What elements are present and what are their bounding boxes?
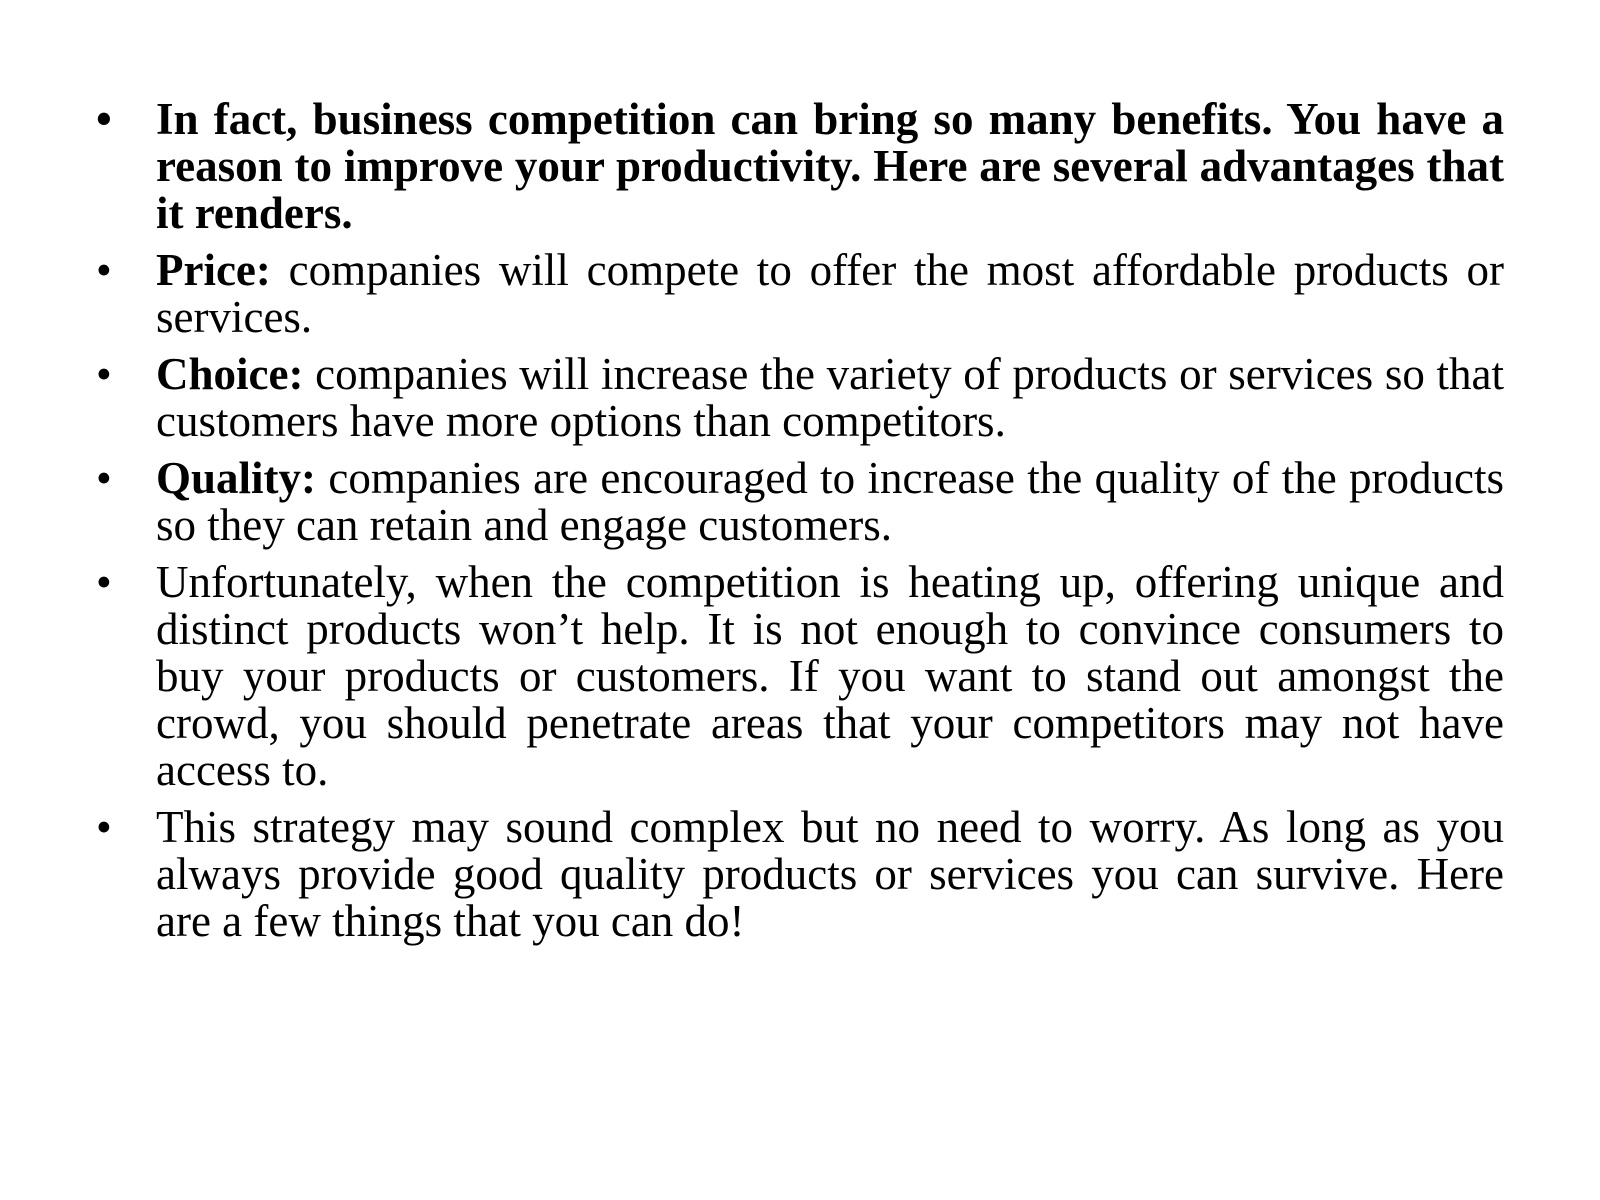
bullet-list — [96, 96, 1504, 955]
bullet-dot: • — [96, 802, 112, 852]
bullet-lead: Price: — [156, 245, 271, 295]
bullet-item-quality — [96, 455, 1504, 549]
bullet-dot: • — [96, 349, 112, 399]
bullet-text: companies are encouraged to increase the quality of the products so they can retain and engage customers. — [156, 453, 1505, 550]
bullet-text: Unfortunately, when the competition is heating up, offering unique and distinct products won’t help. It is not enough to convince consumers to buy your products or customers. If you want to stand out amongst the crowd, you should penetrate areas that your competitors may not have access to. — [156, 557, 1504, 795]
bullet-text: This strategy may sound complex but no need to worry. As long as you always provide good quality products or services you can survive. Here are a few things that you can do! — [156, 802, 1504, 946]
bullet-dot: • — [96, 94, 112, 144]
bullet-dot: • — [96, 245, 112, 295]
bullet-item-intro — [96, 96, 1504, 237]
bullet-dot: • — [96, 453, 112, 503]
bullet-text: In fact, business competition can bring so many benefits. You have a reason to improve your productivity. Here are several advantages that it renders. — [156, 94, 1504, 238]
bullet-text: companies will compete to offer the most affordable products or services. — [156, 245, 1504, 342]
bullet-dot: • — [96, 557, 112, 607]
bullet-item-choice — [96, 351, 1504, 445]
bullet-item-price — [96, 247, 1504, 341]
bullet-item-strategy — [96, 804, 1504, 945]
bullet-text: companies will increase the variety of products or services so that customers have more options than competitors. — [156, 349, 1505, 446]
bullet-lead: Choice: — [156, 349, 304, 399]
bullet-lead: Quality: — [156, 453, 317, 503]
bullet-item-unfortunately — [96, 559, 1504, 794]
